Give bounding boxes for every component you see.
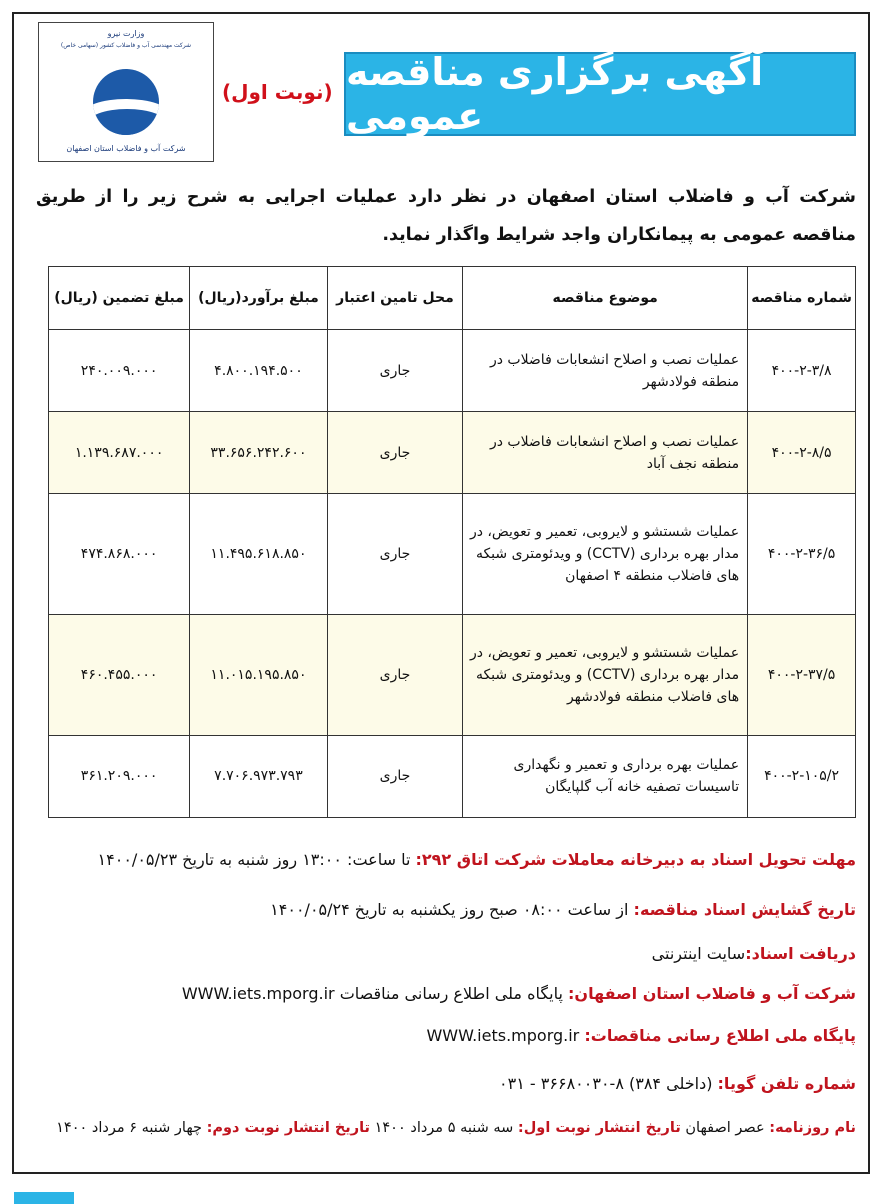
tender-number: ۴۰۰-۲-۳۶/۵ [748, 494, 856, 615]
tender-guarantee: ۴۶۰.۴۵۵.۰۰۰ [49, 615, 190, 736]
tender-estimate: ۴.۸۰۰.۱۹۴.۵۰۰ [190, 330, 328, 412]
table-row [49, 735, 856, 817]
tender-estimate: ۱۱.۴۹۵.۶۱۸.۸۵۰ [190, 494, 328, 615]
tender-topic: عملیات نصب و اصلاح انشعابات فاضلاب در منطقه نجف آباد [463, 412, 748, 494]
phone-line [36, 1074, 856, 1093]
deadline-label: مهلت تحویل اسناد به دبیرخانه معاملات شرکت اتاق ۲۹۲: [415, 850, 856, 869]
tender-source: جاری [327, 330, 462, 412]
tender-estimate: ۷.۷۰۶.۹۷۳.۷۹۳ [190, 735, 328, 817]
portal-value: WWW.iets.mporg.ir [426, 1026, 585, 1045]
pub1-value: سه شنبه ۵ مرداد ۱۴۰۰ [374, 1120, 518, 1136]
tender-number: ۴۰۰-۲-۳۷/۵ [748, 615, 856, 736]
tender-guarantee: ۱.۱۳۹.۶۸۷.۰۰۰ [49, 412, 190, 494]
tender-guarantee: ۲۴۰.۰۰۹.۰۰۰ [49, 330, 190, 412]
tender-guarantee: ۴۷۴.۸۶۸.۰۰۰ [49, 494, 190, 615]
tender-topic: عملیات بهره برداری و تعمیر و نگهداری تاسیسات تصفیه خانه آب گلپایگان [463, 735, 748, 817]
tender-estimate: ۱۱.۰۱۵.۱۹۵.۸۵۰ [190, 615, 328, 736]
water-drop-icon [93, 69, 159, 135]
tender-source: جاری [327, 494, 462, 615]
company-site-line [36, 984, 856, 1003]
opening-value: از ساعت ۰۸:۰۰ صبح روز یکشنبه به تاریخ ۱۴۰۰/۰۵/۲۴ [270, 900, 634, 919]
publication-line [36, 1120, 856, 1137]
header-guarantee: مبلغ تضمین (ریال) [49, 267, 190, 330]
opening-label: تاریخ گشایش اسناد مناقصه: [633, 900, 856, 919]
tender-topic: عملیات نصب و اصلاح انشعابات فاضلاب در منطقه فولادشهر [463, 330, 748, 412]
header-source: محل تامین اعتبار [327, 267, 462, 330]
title-banner [344, 52, 856, 136]
portal-label: پایگاه ملی اطلاع رسانی مناقصات: [584, 1026, 856, 1045]
tender-number: ۴۰۰-۲-۱۰۵/۲ [748, 735, 856, 817]
phone-label: شماره تلفن گویا: [717, 1074, 856, 1093]
header-number: شماره مناقصه [748, 267, 856, 330]
logo-company-name: شرکت آب و فاضلاب استان اصفهان [66, 144, 186, 153]
pub2-label: تاریخ انتشار نوبت دوم: [206, 1120, 370, 1136]
receive-line [36, 944, 856, 963]
table-header-row [49, 267, 856, 330]
company-site-value: پایگاه ملی اطلاع رسانی مناقصات WWW.iets.mporg.ir [181, 984, 569, 1003]
corner-decoration [14, 1192, 74, 1204]
phone-value: (داخلی ۳۸۴) ۸-۳۶۶۸۰۰۳۰ - ۰۳۱ [499, 1074, 718, 1093]
deadline-line [36, 850, 856, 869]
logo-company-small: شرکت مهندسی آب و فاضلاب کشور (سهامی خاص) [60, 42, 192, 49]
header-estimate: مبلغ برآورد(ریال) [190, 267, 328, 330]
receive-label: دریافت اسناد: [745, 944, 856, 963]
table-row [49, 412, 856, 494]
tender-source: جاری [327, 412, 462, 494]
newspaper-label: نام روزنامه: [769, 1120, 856, 1136]
pub2-value: چهار شنبه ۶ مرداد ۱۴۰۰ [56, 1120, 207, 1136]
tender-source: جاری [327, 615, 462, 736]
opening-line [36, 900, 856, 919]
deadline-value: تا ساعت: ۱۳:۰۰ روز شنبه به تاریخ ۱۴۰۰/۰۵/۲۳ [97, 850, 416, 869]
tender-topic: عملیات شستشو و لایروبی، تعمیر و تعویض، در مدار بهره برداری (CCTV) و ویدئومتری شبکه های فاضلاب منطقه ۴ اصفهان [463, 494, 748, 615]
portal-line [36, 1026, 856, 1045]
intro-paragraph: شرکت آب و فاضلاب استان اصفهان در نظر دارد عملیات اجرایی به شرح زیر را از طریق مناقصه عمومی به پیمانکاران واجد شرایط واگذار نماید. [36, 187, 856, 245]
tender-guarantee: ۳۶۱.۲۰۹.۰۰۰ [49, 735, 190, 817]
tender-estimate: ۳۳.۶۵۶.۲۴۲.۶۰۰ [190, 412, 328, 494]
tender-topic: عملیات شستشو و لایروبی، تعمیر و تعویض، در مدار بهره برداری (CCTV) و ویدئومتری شبکه های فاضلاب منطقه فولادشهر [463, 615, 748, 736]
pub1-label: تاریخ انتشار نوبت اول: [517, 1120, 681, 1136]
tenders-table [48, 266, 856, 818]
receive-value: سایت اینترنتی [651, 944, 746, 963]
table-row [49, 330, 856, 412]
tender-number: ۴۰۰-۲-۸/۵ [748, 412, 856, 494]
tender-source: جاری [327, 735, 462, 817]
logo-ministry: وزارت نیرو [107, 29, 145, 38]
page-title: آگهی برگزاری مناقصه عمومی [346, 50, 764, 138]
round-label: (نوبت اول) [222, 80, 333, 104]
table-row [49, 615, 856, 736]
newspaper-value: عصر اصفهان [685, 1120, 770, 1136]
tender-number: ۴۰۰-۲-۳/۸ [748, 330, 856, 412]
table-row [49, 494, 856, 615]
company-site-label: شرکت آب و فاضلاب استان اصفهان: [568, 984, 856, 1003]
company-logo [38, 22, 214, 162]
header-topic: موضوع مناقصه [463, 267, 748, 330]
